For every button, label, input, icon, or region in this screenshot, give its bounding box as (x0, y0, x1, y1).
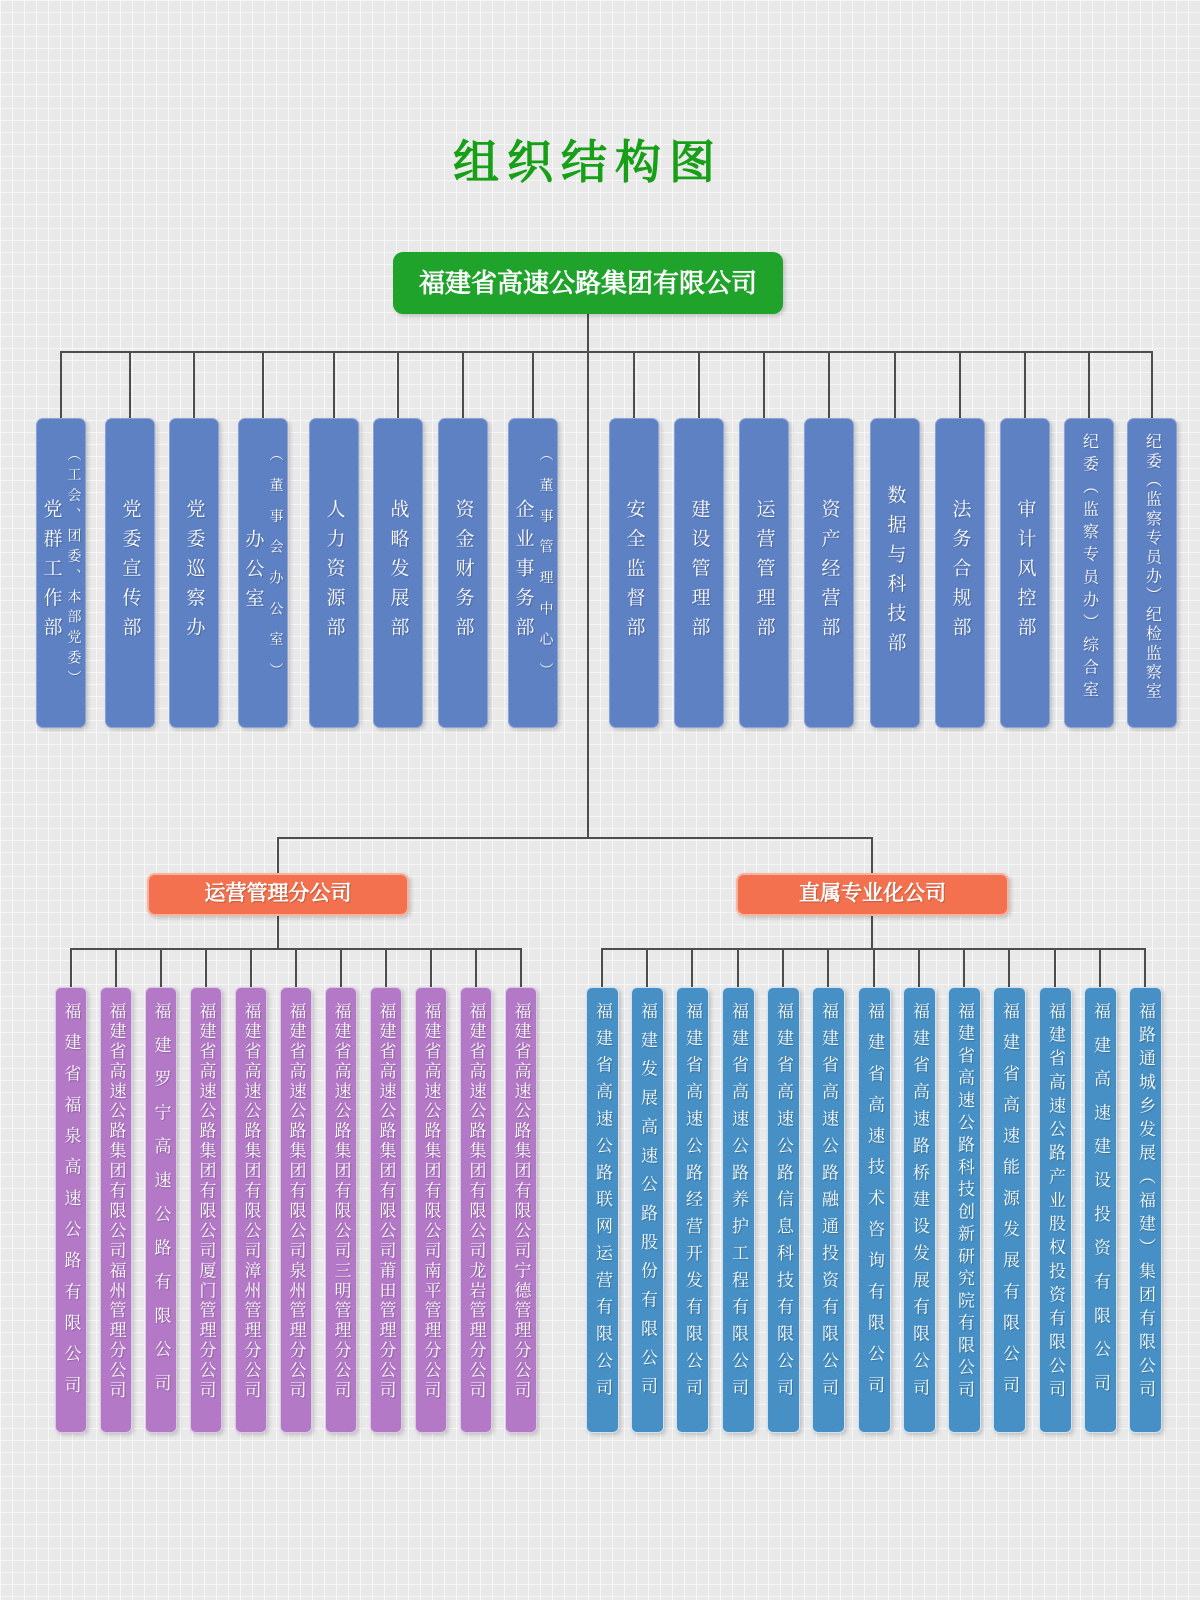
dept-label: 数据与科技部 (884, 484, 906, 662)
dept-box (438, 418, 488, 728)
dept-label: 建设管理部 (688, 499, 710, 647)
connector-line (277, 837, 873, 839)
dept-label: 审计风控部 (1014, 499, 1036, 647)
company-box (1084, 987, 1117, 1433)
company-box (100, 987, 132, 1433)
connector-line (827, 948, 829, 988)
dept-label: 人力资源部 (323, 499, 345, 647)
company-label: 福建罗宁高速公路有限公司 (151, 1002, 171, 1408)
connector-line (1151, 351, 1153, 418)
company-label: 福建高速建设投资有限公司 (1091, 1002, 1110, 1408)
company-label: 福建省高速公路信息科技有限公司 (774, 1002, 793, 1406)
company-label: 福建省高速公路联网运营有限公司 (593, 1002, 612, 1406)
connector-line (385, 948, 387, 988)
dept-label: 运营管理部 (753, 499, 775, 647)
company-box (722, 987, 755, 1433)
connector-line (250, 948, 252, 988)
dept-box (373, 418, 423, 728)
dept-box (609, 418, 659, 728)
connector-line (828, 351, 830, 418)
connector-line (633, 351, 635, 418)
dept-box (36, 418, 86, 728)
dept-sublabel: （工会、团委、本部党委） (66, 447, 83, 691)
connector-line (532, 351, 534, 418)
connector-line (475, 948, 477, 988)
connector-line (115, 948, 117, 988)
dept-sublabel: （董事管理中心） (538, 447, 555, 694)
connector-line (763, 351, 765, 418)
dept-box (1064, 418, 1114, 728)
dept-label: 纪委（监察专员办）综合室 (1080, 433, 1098, 704)
connector-line (963, 948, 965, 988)
connector-line (520, 948, 522, 988)
company-label: 福建省福泉高速公路有限公司 (61, 1002, 81, 1407)
dept-label: 资金财务部 (452, 499, 474, 647)
connector-line (340, 948, 342, 988)
dept-box (935, 418, 985, 728)
root-node: 福建省高速公路集团有限公司 (393, 252, 783, 314)
company-label: 福路通城乡发展（福建）集团有限公司 (1136, 1002, 1155, 1404)
company-box (586, 987, 619, 1433)
company-box (948, 987, 981, 1433)
dept-label: 纪委（监察专员办）纪检监察室 (1143, 433, 1161, 702)
connector-line (871, 837, 873, 874)
connector-line (959, 351, 961, 418)
company-label: 福建省高速能源发展有限公司 (1000, 1002, 1019, 1407)
connector-line (205, 948, 207, 988)
company-box (993, 987, 1026, 1433)
connector-line (1088, 351, 1090, 418)
dept-box (508, 418, 558, 728)
company-label: 福建省高速公路集团有限公司龙岩管理分公司 (466, 1002, 486, 1401)
connector-line (601, 948, 603, 988)
company-label: 福建省高速公路集团有限公司莆田管理分公司 (376, 1002, 396, 1401)
connector-line (430, 948, 432, 988)
connector-line (160, 948, 162, 988)
company-label: 福建省高速公路集团有限公司三明管理分公司 (331, 1002, 351, 1401)
company-box (190, 987, 222, 1433)
company-label: 福建省高速公路科技创新研究院有限公司 (955, 1002, 974, 1403)
connector-line (871, 915, 873, 949)
company-box (55, 987, 87, 1433)
company-label: 福建省高速公路集团有限公司漳州管理分公司 (241, 1002, 261, 1401)
connector-line (60, 351, 1153, 353)
connector-line (277, 837, 279, 874)
connector-line (646, 948, 648, 988)
company-box (676, 987, 709, 1433)
dept-box (238, 418, 288, 728)
connector-line (462, 351, 464, 418)
dept-box (105, 418, 155, 728)
dept-sublabel: （董事会办公室） (268, 447, 285, 694)
company-label: 福建省高速技术咨询有限公司 (865, 1002, 884, 1407)
connector-line (698, 351, 700, 418)
company-box (280, 987, 312, 1433)
company-label: 福建省高速公路集团有限公司泉州管理分公司 (286, 1002, 306, 1401)
connector-line (691, 948, 693, 988)
company-box (415, 987, 447, 1433)
company-label: 福建省高速公路集团有限公司南平管理分公司 (421, 1002, 441, 1401)
company-box (858, 987, 891, 1433)
connector-line (129, 351, 131, 418)
company-label: 福建发展高速公路股份有限公司 (638, 1002, 657, 1407)
company-box (370, 987, 402, 1433)
company-box (460, 987, 492, 1433)
company-box (505, 987, 537, 1433)
company-label: 福建省高速公路集团有限公司福州管理分公司 (106, 1002, 126, 1401)
connector-line (70, 948, 72, 988)
dept-label: 法务合规部 (949, 499, 971, 647)
connector-line (782, 948, 784, 988)
dept-label: 企业事务部 (512, 499, 534, 647)
dept-box (1127, 418, 1177, 728)
company-label: 福建省高速公路产业股权投资有限公司 (1046, 1002, 1065, 1404)
company-label: 福建省高速公路集团有限公司宁德管理分公司 (511, 1002, 531, 1401)
company-label: 福建省高速路桥建设发展有限公司 (910, 1002, 929, 1406)
dept-box (804, 418, 854, 728)
connector-line (1024, 351, 1026, 418)
connector-line (277, 915, 279, 949)
dept-box (1000, 418, 1050, 728)
company-box (767, 987, 800, 1433)
company-box (903, 987, 936, 1433)
branch-operations: 运营管理分公司 (147, 873, 409, 916)
company-box (1039, 987, 1072, 1433)
connector-line (918, 948, 920, 988)
dept-box (739, 418, 789, 728)
dept-box (674, 418, 724, 728)
company-box (145, 987, 177, 1433)
connector-line (1144, 948, 1146, 988)
connector-line (1054, 948, 1056, 988)
dept-box (309, 418, 359, 728)
connector-line (193, 351, 195, 418)
page-title: 组织结构图 (453, 136, 723, 188)
dept-box (169, 418, 219, 728)
company-label: 福建省高速公路养护工程有限公司 (729, 1002, 748, 1406)
company-box (812, 987, 845, 1433)
connector-line (894, 351, 896, 418)
connector-line (262, 351, 264, 418)
connector-line (60, 351, 62, 418)
dept-box (870, 418, 920, 728)
connector-line (587, 313, 589, 838)
dept-label: 党委宣传部 (119, 499, 141, 647)
dept-label: 资产经营部 (818, 499, 840, 647)
dept-label: 安全监督部 (623, 499, 645, 647)
company-box (631, 987, 664, 1433)
dept-label: 党群工作部 (40, 499, 62, 647)
dept-label: 战略发展部 (387, 499, 409, 647)
company-label: 福建省高速公路集团有限公司厦门管理分公司 (196, 1002, 216, 1401)
dept-label: 办公室 (242, 528, 264, 618)
connector-line (1099, 948, 1101, 988)
branch-specialized: 直属专业化公司 (736, 873, 1009, 916)
connector-line (737, 948, 739, 988)
company-label: 福建省高速公路融通投资有限公司 (819, 1002, 838, 1406)
dept-label: 党委巡察办 (183, 499, 205, 647)
connector-line (873, 948, 875, 988)
company-label: 福建省高速公路经营开发有限公司 (683, 1002, 702, 1406)
connector-line (1008, 948, 1010, 988)
connector-line (295, 948, 297, 988)
connector-line (397, 351, 399, 418)
connector-line (333, 351, 335, 418)
company-box (235, 987, 267, 1433)
company-box (325, 987, 357, 1433)
company-box (1129, 987, 1162, 1433)
